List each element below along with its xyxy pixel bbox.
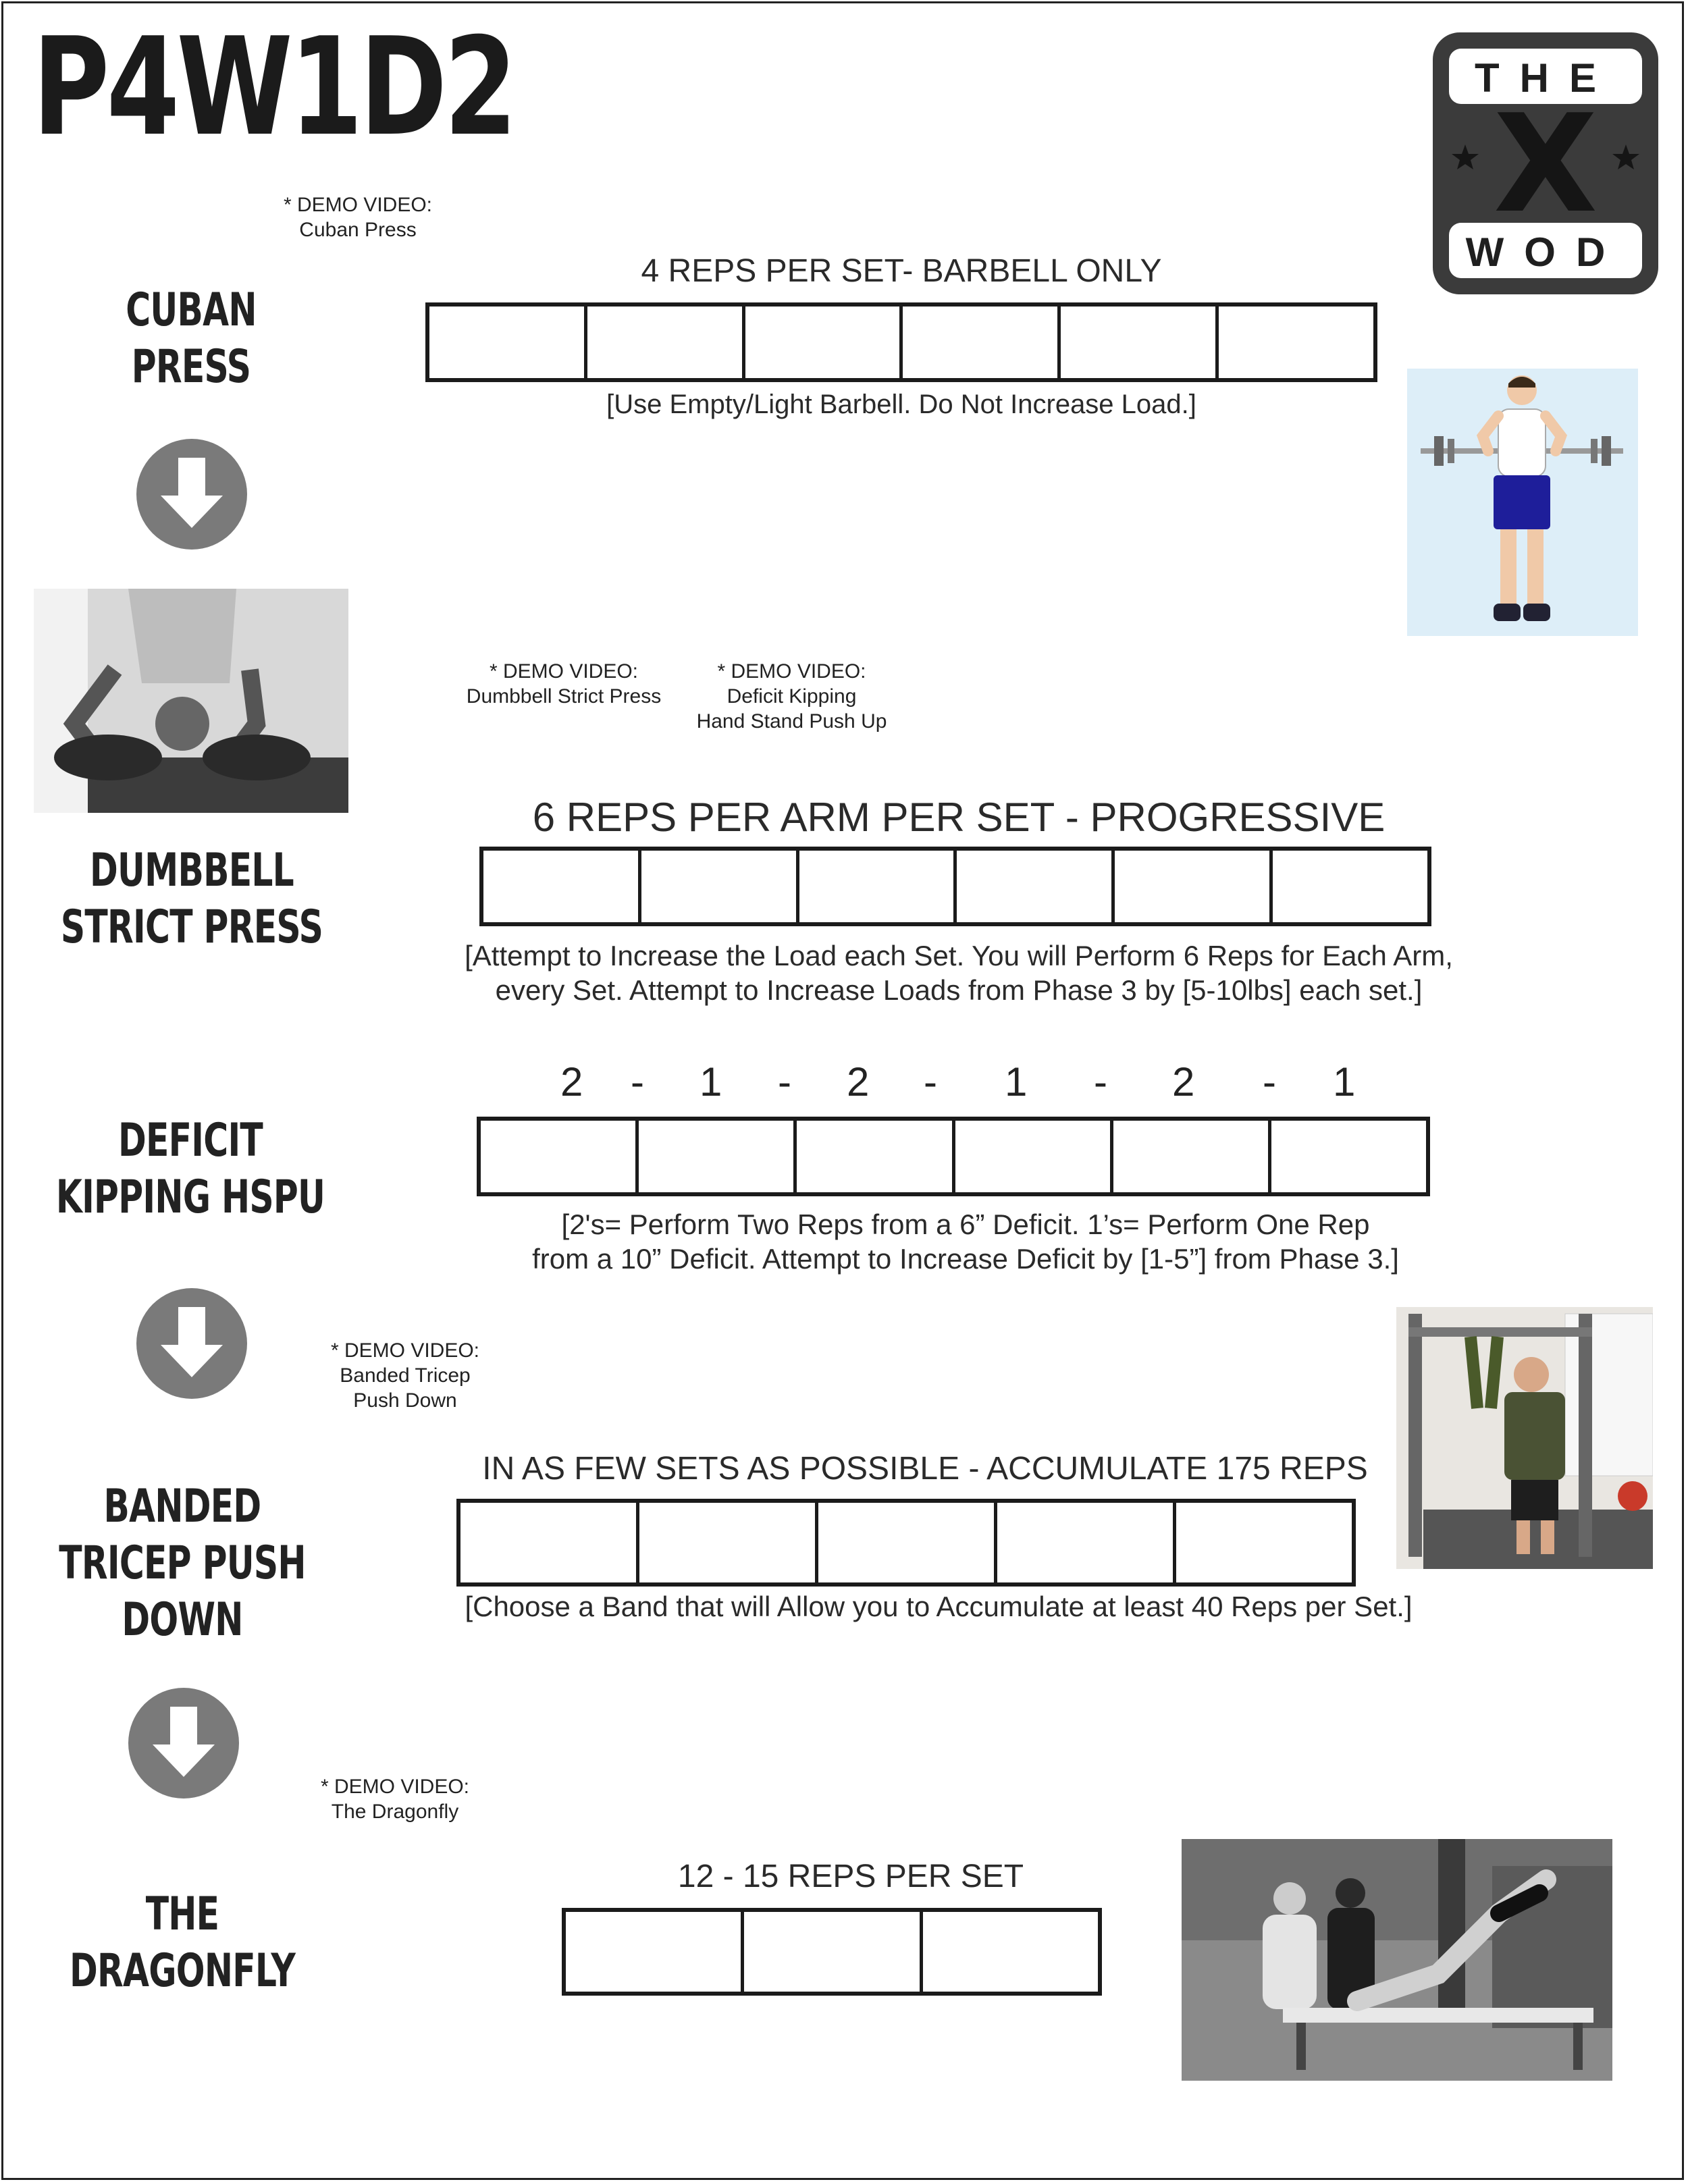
down-arrow-icon xyxy=(136,439,247,550)
set-box[interactable] xyxy=(481,1121,639,1192)
demo-video-link-deficit-kipping-hspu[interactable]: * DEMO VIDEO: Deficit Kipping Hand Stand Push Up xyxy=(696,660,887,733)
down-arrow-icon xyxy=(136,1288,247,1399)
set-box[interactable] xyxy=(1113,1121,1271,1192)
workout-title: P4W1D2 xyxy=(32,9,515,166)
exercise-name-deficit-kipping-hspu: DEFICIT KIPPING HSPU xyxy=(55,1114,325,1224)
set-box[interactable] xyxy=(1271,1121,1426,1192)
demo-video-link-dumbbell-strict-press[interactable]: * DEMO VIDEO: Dumbbell Strict Press xyxy=(466,660,662,708)
set-note: [Use Empty/Light Barbell. Do Not Increase Load.] xyxy=(606,390,1196,419)
set-box[interactable] xyxy=(641,851,799,922)
set-box[interactable] xyxy=(799,851,957,922)
exercise-name-cuban-press: CUBAN PRESS xyxy=(126,284,257,394)
banded-tricep-photo xyxy=(1396,1307,1653,1569)
set-instruction: 12 - 15 REPS PER SET xyxy=(677,1859,1024,1894)
logo-bottom-text: WOD xyxy=(1465,230,1626,275)
demo-video-link-cuban-press[interactable]: * DEMO VIDEO: Cuban Press xyxy=(283,194,433,241)
set-box[interactable] xyxy=(1219,307,1373,378)
set-tracker xyxy=(425,302,1377,382)
set-box[interactable] xyxy=(566,1912,744,1992)
set-instruction: 4 REPS PER SET- BARBELL ONLY xyxy=(641,253,1162,289)
demo-video-link-banded-tricep-push-down[interactable]: * DEMO VIDEO: Banded Tricep Push Down xyxy=(330,1339,480,1412)
rep-scheme: 2 - 1 - 2 - 1 - 2 - 1 xyxy=(560,1059,1356,1104)
set-tracker xyxy=(562,1908,1102,1996)
set-note: [2's= Perform Two Reps from a 6” Deficit. 1’s= Perform One Rep from a 10” Deficit. Attempt to Increase Deficit by [1-5”] from Phase 3.] xyxy=(532,1208,1399,1275)
set-box[interactable] xyxy=(429,307,587,378)
set-box[interactable] xyxy=(639,1121,797,1192)
dragonfly-photo xyxy=(1182,1839,1612,2081)
set-box[interactable] xyxy=(639,1503,818,1582)
the-x-wod-logo xyxy=(1430,30,1661,297)
set-box[interactable] xyxy=(1115,851,1273,922)
logo-x-letter: X xyxy=(1493,86,1598,243)
set-tracker xyxy=(456,1499,1356,1587)
exercise-name-the-dragonfly: THE DRAGONFLY xyxy=(69,1888,296,1998)
down-arrow-icon xyxy=(128,1688,239,1799)
logo-top-text: THE xyxy=(1475,55,1616,101)
set-box[interactable] xyxy=(1176,1503,1352,1582)
set-tracker xyxy=(477,1117,1430,1196)
set-box[interactable] xyxy=(1061,307,1219,378)
demo-video-link-the-dragonfly[interactable]: * DEMO VIDEO: The Dragonfly xyxy=(320,1776,470,1823)
set-instruction: IN AS FEW SETS AS POSSIBLE - ACCUMULATE 175 REPS xyxy=(482,1451,1368,1487)
deficit-hspu-photo xyxy=(34,589,348,813)
set-box[interactable] xyxy=(923,1912,1098,1992)
set-box[interactable] xyxy=(744,1912,922,1992)
set-note: [Attempt to Increase the Load each Set. You will Perform 6 Reps for Each Arm, every Set. Attempt to Increase Loads from Phase 3 by [5-10lbs] each set.] xyxy=(465,940,1453,1006)
set-box[interactable] xyxy=(745,307,903,378)
set-note: [Choose a Band that will Allow you to Accumulate at least 40 Reps per Set.] xyxy=(465,1591,1413,1622)
set-box[interactable] xyxy=(587,307,745,378)
logo-graphic xyxy=(1430,30,1661,297)
set-box[interactable] xyxy=(903,307,1061,378)
set-box[interactable] xyxy=(460,1503,639,1582)
set-box[interactable] xyxy=(797,1121,955,1192)
set-box[interactable] xyxy=(997,1503,1176,1582)
set-box[interactable] xyxy=(483,851,641,922)
set-box[interactable] xyxy=(957,851,1115,922)
exercise-name-dumbbell-strict-press: DUMBBELL STRICT PRESS xyxy=(60,844,323,954)
set-box[interactable] xyxy=(955,1121,1113,1192)
set-box[interactable] xyxy=(1273,851,1427,922)
set-instruction: 6 REPS PER ARM PER SET - PROGRESSIVE xyxy=(532,795,1386,840)
set-tracker xyxy=(479,847,1431,926)
set-box[interactable] xyxy=(818,1503,997,1582)
exercise-name-banded-tricep-push-down: BANDED TRICEP PUSH DOWN xyxy=(59,1480,306,1647)
cuban-press-illustration xyxy=(1407,369,1638,636)
